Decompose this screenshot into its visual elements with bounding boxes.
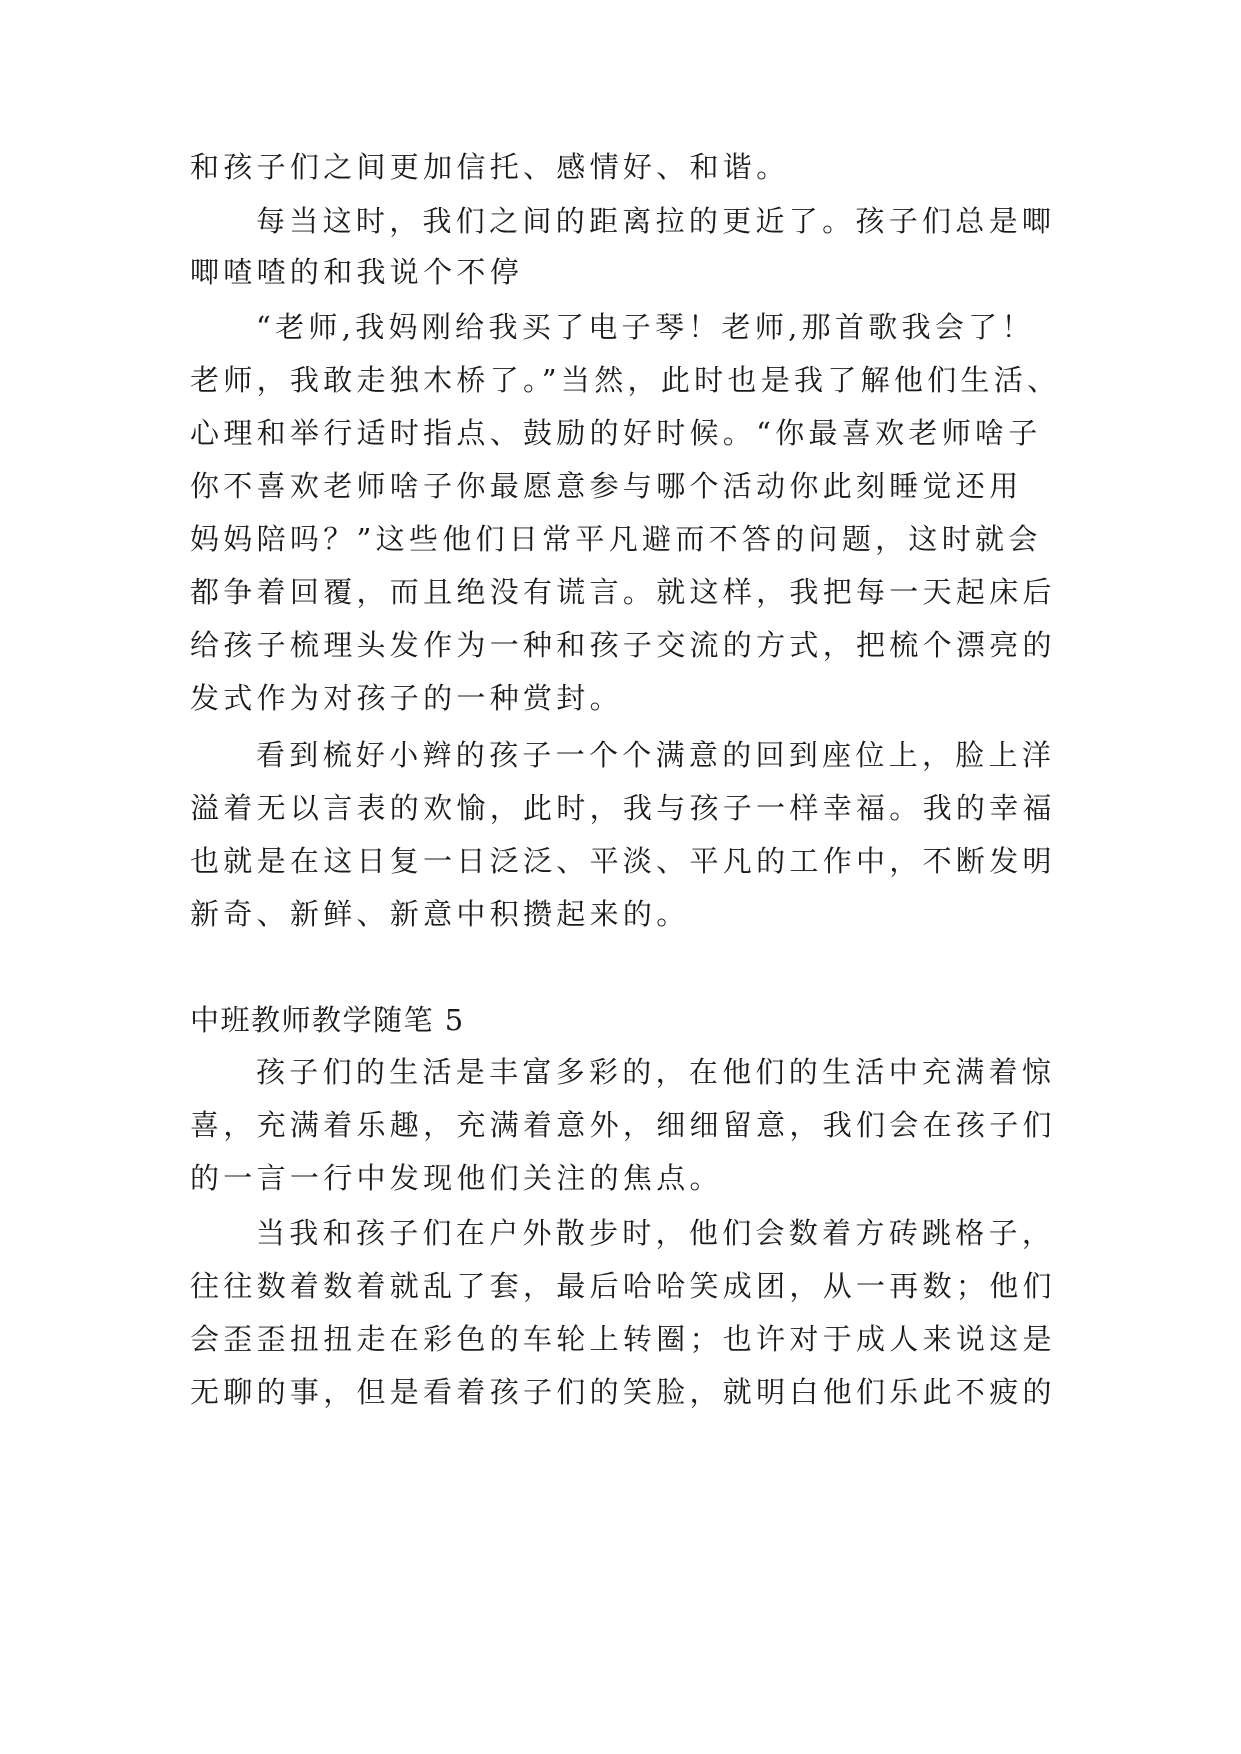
text-line: 喜，充满着乐趣，充满着意外，细细留意，我们会在孩子们 (190, 1108, 1056, 1142)
paragraph-first-line: 每当这时，我们之间的距离拉的更近了。孩子们总是唧 (256, 204, 1056, 238)
text-line: 会歪歪扭扭走在彩色的车轮上转圈；也许对于成人来说这是 (190, 1322, 1056, 1356)
paragraph-first-line: 孩子们的生活是丰富多彩的，在他们的生活中充满着惊 (256, 1055, 1056, 1089)
paragraph-first-line: 看到梳好小辫的孩子一个个满意的回到座位上，脸上洋 (256, 738, 1056, 772)
text-line: 新奇、新鲜、新意中积攒起来的。 (190, 897, 690, 931)
paragraph-first-line: 当我和孩子们在户外散步时，他们会数着方砖跳格子， (256, 1216, 1056, 1250)
text-line: 妈妈陪吗？”这些他们日常平凡避而不答的问题，这时就会 (190, 522, 1042, 556)
text-line: 心理和举行适时指点、鼓励的好时候。“你最喜欢老师啥子 (190, 416, 1042, 450)
paragraph-first-line: “老师,我妈刚给我买了电子琴！老师,那首歌我会了！ (256, 310, 1035, 344)
text-line: 往往数着数着就乱了套，最后哈哈笑成团，从一再数；他们 (190, 1269, 1056, 1303)
text-line: 溢着无以言表的欢愉，此时，我与孩子一样幸福。我的幸福 (190, 791, 1056, 825)
section-heading: 中班教师教学随笔 5 (190, 1003, 465, 1037)
text-line: 发式作为对孩子的一种赏封。 (190, 681, 623, 715)
document-page (190, 0, 1061, 1754)
text-line: 你不喜欢老师啥子你最愿意参与哪个活动你此刻睡觉还用 (190, 469, 1023, 503)
text-line: 唧喳喳的和我说个不停 (190, 255, 524, 289)
text-line: 无聊的事，但是看着孩子们的笑脸，就明白他们乐此不疲的 (190, 1375, 1056, 1409)
text-line: 都争着回覆，而且绝没有谎言。就这样，我把每一天起床后 (190, 575, 1056, 609)
text-line: 的一言一行中发现他们关注的焦点。 (190, 1161, 723, 1195)
text-line: 给孩子梳理头发作为一种和孩子交流的方式，把梳个漂亮的 (190, 628, 1056, 662)
text-line: 也就是在这日复一日泛泛、平淡、平凡的工作中，不断发明 (190, 844, 1056, 878)
text-line: 老师，我敢走独木桥了。”当然，此时也是我了解他们生活、 (190, 363, 1061, 397)
text-line: 和孩子们之间更加信托、感情好、和谐。 (190, 150, 790, 184)
